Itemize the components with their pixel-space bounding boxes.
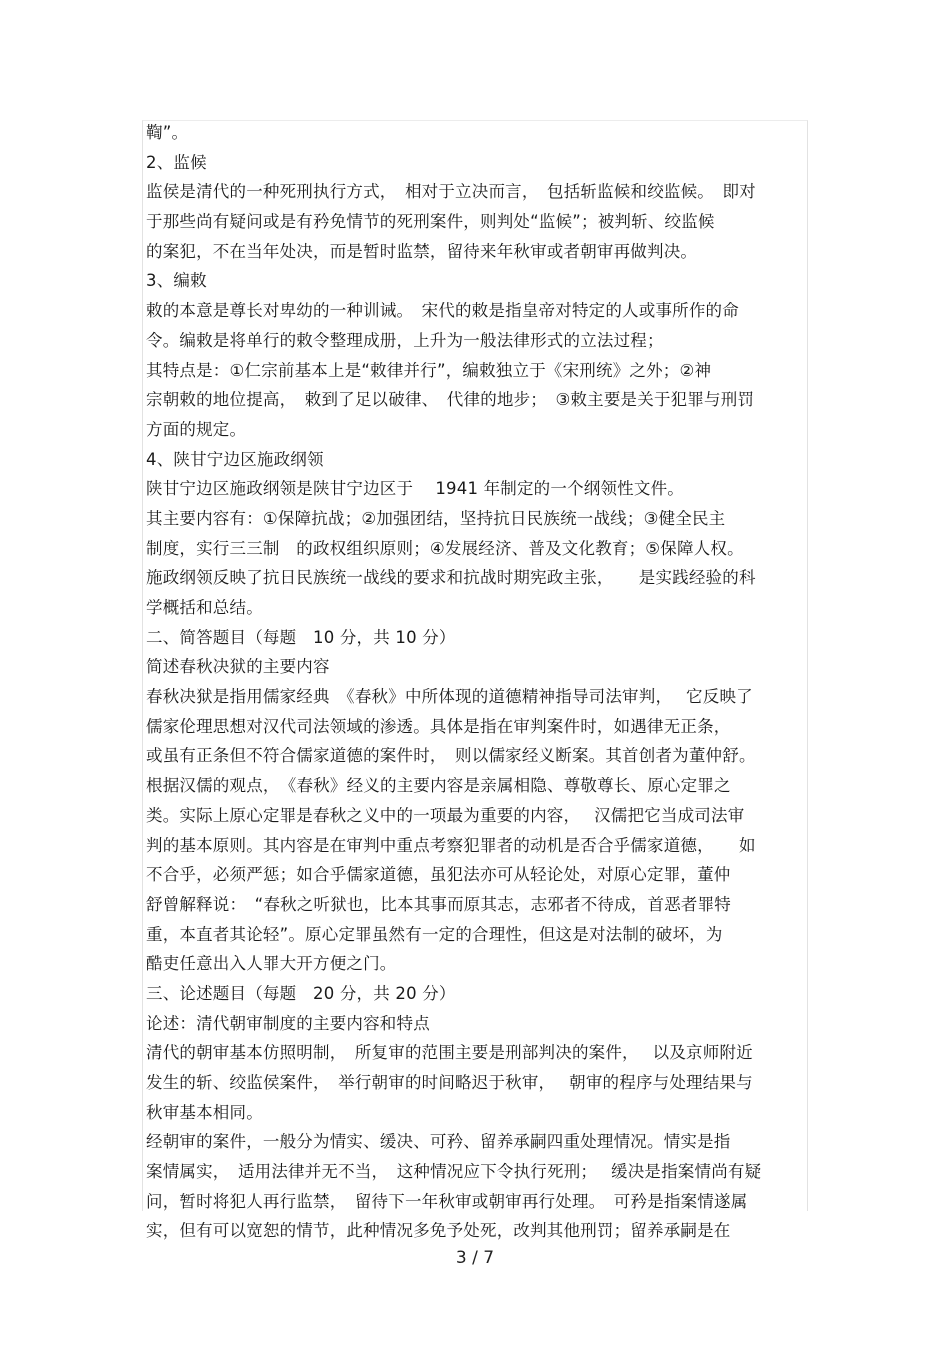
text-line: 于那些尚有疑问或是有矜免情节的死刑案件，则判处“监候”；被判斩、绞监候: [146, 212, 715, 232]
text-line: 儒家伦理思想对汉代司法领域的渗透。具体是指在审判案件时，如遇律无正条，: [146, 716, 731, 736]
text-line: 简述春秋决狱的主要内容: [146, 657, 330, 677]
text-line: 判的基本原则。其内容是在审判中重点考察犯罪者的动机是否合乎儒家道德， 如: [146, 835, 756, 855]
text-line: 酷吏任意出入人罪大开方便之门。: [146, 954, 397, 974]
text-line: 秋审基本相同。: [146, 1102, 263, 1122]
text-line: 监侯是清代的一种死刑执行方式， 相对于立决而言， 包括斩监候和绞监候。 即对: [146, 182, 756, 202]
text-line: 或虽有正条但不符合儒家道德的案件时， 则以儒家经义断案。其首创者为董仲舒。: [146, 746, 756, 766]
text-line: 制度，实行三三制 的政权组织原则；④发展经济、普及文化教育；⑤保障人权。: [146, 538, 744, 558]
text-line: 不合乎，必须严惩；如合乎儒家道德，虽犯法亦可从轻论处，对原心定罪，董仲: [146, 865, 731, 885]
text-line: 舒曾解释说： “春秋之听狱也，比本其事而原其志，志邪者不待成，首恶者罪特: [146, 894, 731, 914]
text-line: 清代的朝审基本仿照明制， 所复审的范围主要是刑部判决的案件， 以及京师附近: [146, 1043, 753, 1063]
page-number: 3 / 7: [455, 1248, 495, 1268]
text-line: 宗朝敕的地位提高， 敕到了足以破律、 代律的地步； ③敕主要是关于犯罪与刑罚: [146, 390, 755, 410]
text-line: 2、监候: [146, 152, 207, 172]
text-line: 方面的规定。: [146, 419, 247, 439]
text-line: 二、简答题目（每题 10 分，共 10 分）: [146, 627, 456, 647]
text-line: 4、陕甘宁边区施政纲领: [146, 449, 324, 469]
text-line: 发生的斩、绞监侯案件， 举行朝审的时间略迟于秋审， 朝审的程序与处理结果与: [146, 1073, 753, 1092]
text-line: 根据汉儒的观点， 《春秋》经义的主要内容是亲属相隐、尊敬尊长、原心定罪之: [146, 776, 731, 796]
text-line: 学概括和总结。: [146, 598, 263, 617]
text-line: 令。编敕是将单行的敕令整理成册，上升为一般法律形式的立法过程；: [146, 330, 664, 350]
text-line: 重，本直者其论轻”。原心定罪虽然有一定的合理性，但这是对法制的破坏，为: [146, 924, 723, 944]
text-line: 3、编敕: [146, 271, 207, 291]
text-line: 问，暂时将犯人再行监禁， 留待下一年秋审或朝审再行处理。 可矜是指案情遂属: [146, 1191, 748, 1211]
text-line: 经朝审的案件，一般分为情实、缓决、可矜、留养承嗣四重处理情况。情实是指: [146, 1132, 731, 1152]
document-body: [146, 118, 810, 1246]
text-line: 鞫”。: [146, 123, 189, 142]
text-line: 陕甘宁边区施政纲领是陕甘宁边区于 1941 年制定的一个纲领性文件。: [146, 479, 684, 499]
text-line: 类。实际上原心定罪是春秋之义中的一项最为重要的内容， 汉儒把它当成司法审: [146, 805, 745, 825]
text-line: 论述：清代朝审制度的主要内容和特点: [146, 1013, 430, 1033]
text-line: 其特点是：①仁宗前基本上是“敕律并行”，编敕独立于《宋刑统》之外；②神: [146, 360, 712, 380]
text-line: 三、论述题目（每题 20 分，共 20 分）: [146, 983, 456, 1003]
text-line: 案情属实， 适用法律并无不当， 这种情况应下令执行死刑； 缓决是指案情尚有疑: [146, 1162, 762, 1182]
text-line: 的案犯，不在当年处决，而是暂时监禁，留待来年秋审或者朝审再做判决。: [146, 241, 698, 261]
text-line: 实，但有可以宽恕的情节，此种情况多免予处死，改判其他刑罚；留养承嗣是在: [146, 1221, 731, 1241]
text-line: 春秋决狱是指用儒家经典 《春秋》中所体现的道德精神指导司法审判， 它反映了: [146, 687, 753, 707]
text-line: 其主要内容有：①保障抗战；②加强团结，坚持抗日民族统一战线；③健全民主: [146, 508, 726, 528]
text-line: 敕的本意是尊长对卑幼的一种训诫。 宋代的敕是指皇帝对特定的人或事所作的命: [146, 301, 739, 321]
text-line: 施政纲领反映了抗日民族统一战线的要求和抗战时期宪政主张， 是实践经验的科: [146, 568, 756, 588]
